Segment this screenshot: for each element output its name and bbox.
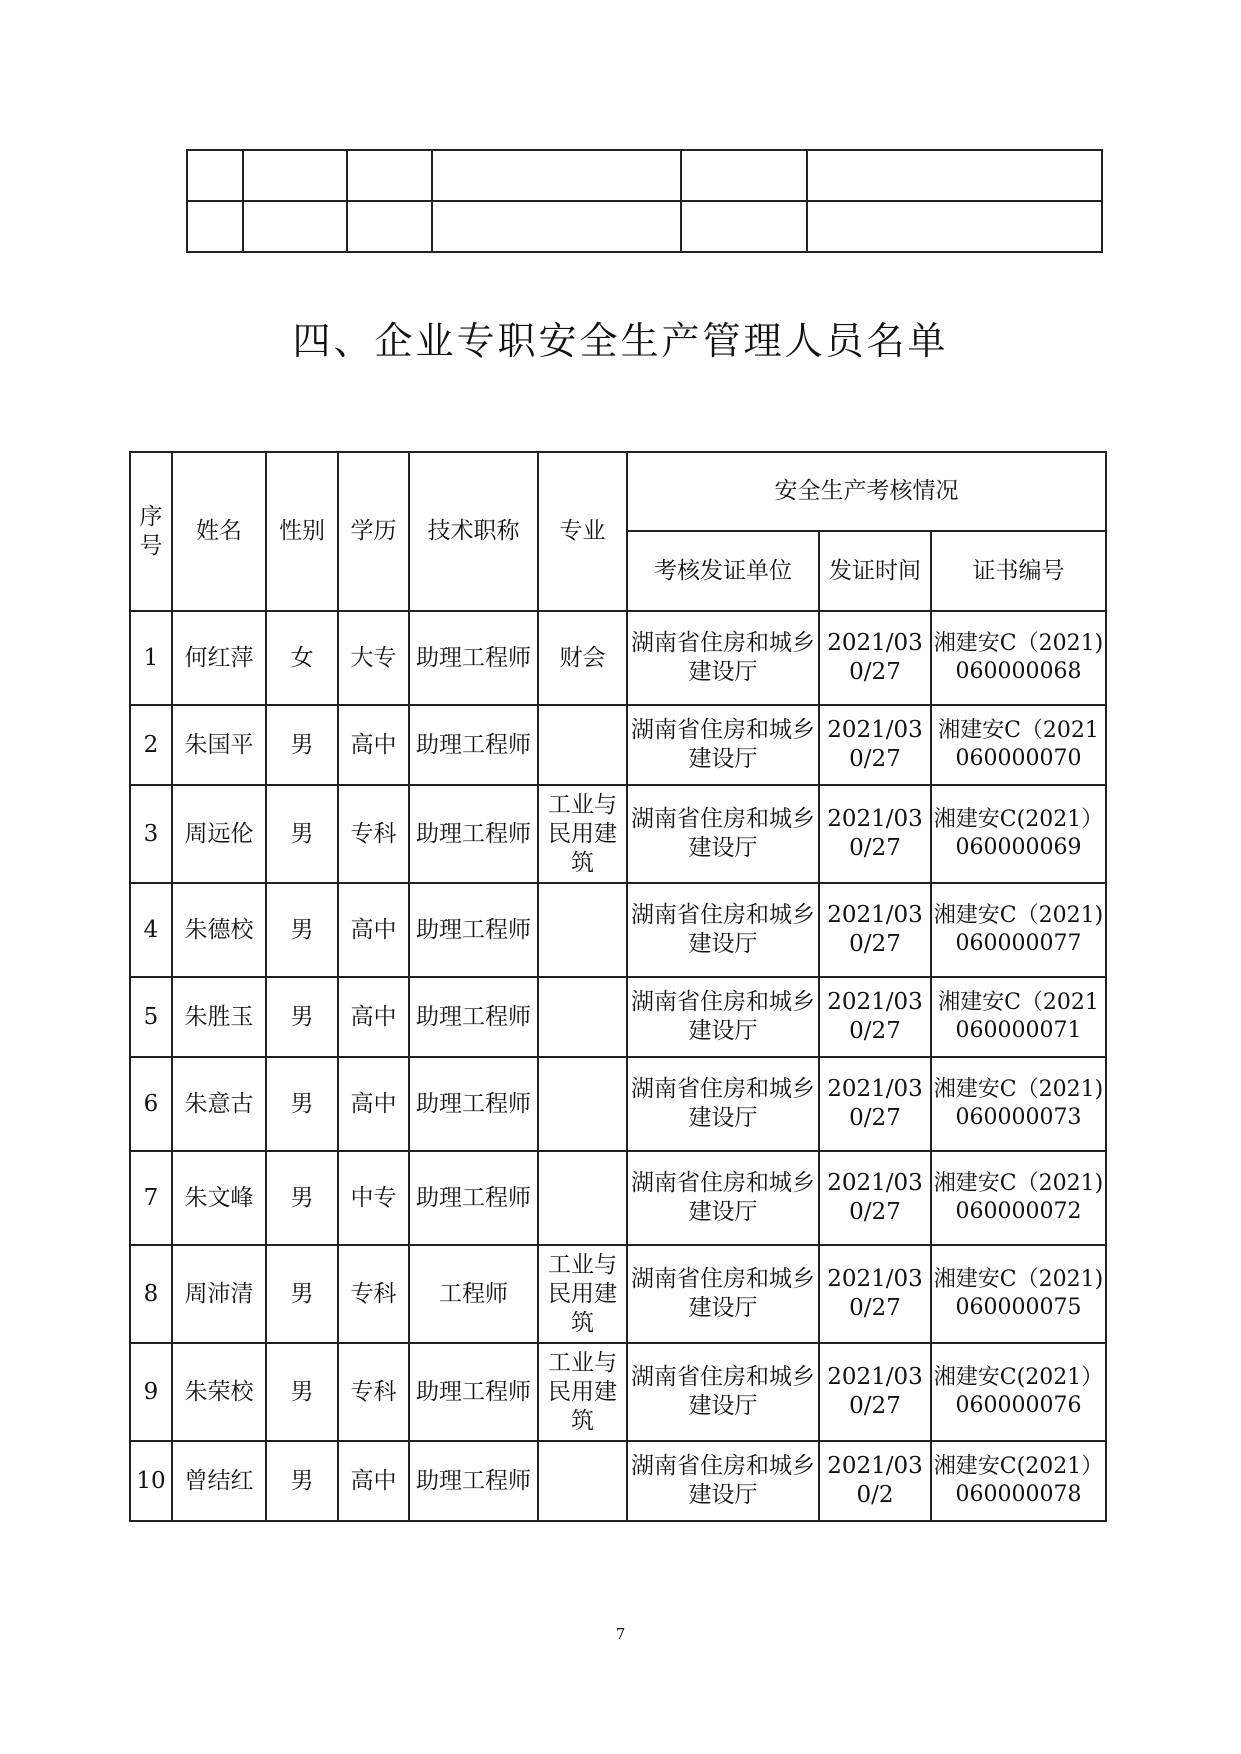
cell-seq: 2 [130, 705, 172, 785]
cell-gender: 男 [266, 1057, 338, 1151]
cell-gender: 男 [266, 1343, 338, 1441]
cell-cert-no: 湘建安C（2021)060000073 [931, 1057, 1106, 1151]
cell-name: 朱德校 [172, 883, 266, 977]
cell-cert-no: 湘建安C(2021）060000078 [931, 1441, 1106, 1521]
cell-issue-date: 2021/030/27 [819, 1343, 931, 1441]
cell-major [538, 1441, 627, 1521]
table-row [130, 883, 1106, 977]
cell-cert-no: 湘建安C(2021）060000076 [931, 1343, 1106, 1441]
cell-seq: 8 [130, 1245, 172, 1343]
table-row [130, 1441, 1106, 1521]
cell-issuer: 湖南省住房和城乡建设厅 [627, 977, 819, 1057]
table-row [130, 705, 1106, 785]
cell-education: 高中 [338, 883, 409, 977]
cell-seq: 7 [130, 1151, 172, 1245]
table-row [130, 977, 1106, 1057]
cell-issue-date: 2021/030/27 [819, 1057, 931, 1151]
cell-major [538, 705, 627, 785]
table-row [130, 611, 1106, 705]
empty-cell [243, 201, 347, 252]
cell-issuer: 湖南省住房和城乡建设厅 [627, 785, 819, 883]
cell-title: 工程师 [409, 1245, 538, 1343]
header-gender: 性别 [266, 452, 338, 611]
cell-name: 何红萍 [172, 611, 266, 705]
cell-major: 工业与民用建筑 [538, 785, 627, 883]
table-row [130, 1343, 1106, 1441]
table-row [130, 785, 1106, 883]
cell-issue-date: 2021/030/27 [819, 611, 931, 705]
empty-cell [681, 201, 807, 252]
table-body [130, 611, 1106, 1521]
header-name: 姓名 [172, 452, 266, 611]
empty-cell [187, 201, 243, 252]
cell-cert-no: 湘建安C（2021)060000068 [931, 611, 1106, 705]
cell-major [538, 883, 627, 977]
cell-major [538, 1151, 627, 1245]
cell-issuer: 湖南省住房和城乡建设厅 [627, 611, 819, 705]
cell-title: 助理工程师 [409, 1343, 538, 1441]
cell-gender: 男 [266, 977, 338, 1057]
cell-seq: 5 [130, 977, 172, 1057]
header-issue-date: 发证时间 [819, 531, 931, 611]
cell-issuer: 湖南省住房和城乡建设厅 [627, 1441, 819, 1521]
cell-issuer: 湖南省住房和城乡建设厅 [627, 1245, 819, 1343]
cell-gender: 男 [266, 705, 338, 785]
cell-education: 中专 [338, 1151, 409, 1245]
cell-education: 大专 [338, 611, 409, 705]
header-row-1 [130, 452, 1106, 531]
cell-gender: 女 [266, 611, 338, 705]
table-row [130, 1151, 1106, 1245]
cell-issuer: 湖南省住房和城乡建设厅 [627, 1057, 819, 1151]
cell-cert-no: 湘建安C（2021060000070 [931, 705, 1106, 785]
cell-name: 周远伦 [172, 785, 266, 883]
cell-cert-no: 湘建安C(2021）060000069 [931, 785, 1106, 883]
cell-issue-date: 2021/030/2 [819, 1441, 931, 1521]
cell-name: 周沛清 [172, 1245, 266, 1343]
cell-major: 财会 [538, 611, 627, 705]
cell-title: 助理工程师 [409, 705, 538, 785]
cell-issue-date: 2021/030/27 [819, 1245, 931, 1343]
cell-seq: 4 [130, 883, 172, 977]
table-row [130, 1057, 1106, 1151]
cell-issuer: 湖南省住房和城乡建设厅 [627, 1151, 819, 1245]
cell-title: 助理工程师 [409, 883, 538, 977]
cell-issue-date: 2021/030/27 [819, 705, 931, 785]
cell-name: 朱文峰 [172, 1151, 266, 1245]
cell-major: 工业与民用建筑 [538, 1245, 627, 1343]
cell-major: 工业与民用建筑 [538, 1343, 627, 1441]
cell-title: 助理工程师 [409, 611, 538, 705]
cell-cert-no: 湘建安C（2021)060000077 [931, 883, 1106, 977]
safety-personnel-table [129, 451, 1107, 1522]
cell-seq: 9 [130, 1343, 172, 1441]
cell-major [538, 977, 627, 1057]
cell-title: 助理工程师 [409, 785, 538, 883]
cell-issuer: 湖南省住房和城乡建设厅 [627, 1343, 819, 1441]
empty-cell [432, 201, 681, 252]
cell-education: 高中 [338, 977, 409, 1057]
cell-education: 专科 [338, 1245, 409, 1343]
cell-name: 朱荣校 [172, 1343, 266, 1441]
empty-cell [681, 150, 807, 201]
cell-cert-no: 湘建安C（2021060000071 [931, 977, 1106, 1057]
cell-cert-no: 湘建安C（2021)060000075 [931, 1245, 1106, 1343]
cell-issue-date: 2021/030/27 [819, 977, 931, 1057]
empty-cell [347, 150, 432, 201]
cell-education: 高中 [338, 1441, 409, 1521]
cell-gender: 男 [266, 1441, 338, 1521]
cell-gender: 男 [266, 785, 338, 883]
cell-education: 高中 [338, 705, 409, 785]
previous-table-continuation [186, 149, 1103, 253]
empty-cell [432, 150, 681, 201]
cell-title: 助理工程师 [409, 1441, 538, 1521]
cell-name: 朱意古 [172, 1057, 266, 1151]
table-row [130, 1245, 1106, 1343]
page-number: 7 [615, 1625, 626, 1643]
cell-gender: 男 [266, 1245, 338, 1343]
empty-cell [807, 150, 1102, 201]
header-major: 专业 [538, 452, 627, 611]
empty-cell [807, 201, 1102, 252]
cell-title: 助理工程师 [409, 1151, 538, 1245]
empty-cell [187, 150, 243, 201]
header-cert-no: 证书编号 [931, 531, 1106, 611]
cell-education: 专科 [338, 785, 409, 883]
empty-cell [347, 201, 432, 252]
empty-cell [243, 150, 347, 201]
header-title: 技术职称 [409, 452, 538, 611]
cell-issuer: 湖南省住房和城乡建设厅 [627, 883, 819, 977]
cell-title: 助理工程师 [409, 1057, 538, 1151]
cell-issue-date: 2021/030/27 [819, 1151, 931, 1245]
empty-row [187, 201, 1102, 252]
header-education: 学历 [338, 452, 409, 611]
cell-seq: 3 [130, 785, 172, 883]
header-exam-group: 安全生产考核情况 [627, 452, 1106, 531]
cell-seq: 6 [130, 1057, 172, 1151]
cell-cert-no: 湘建安C（2021)060000072 [931, 1151, 1106, 1245]
cell-education: 专科 [338, 1343, 409, 1441]
cell-title: 助理工程师 [409, 977, 538, 1057]
cell-issuer: 湖南省住房和城乡建设厅 [627, 705, 819, 785]
cell-name: 曾结红 [172, 1441, 266, 1521]
cell-issue-date: 2021/030/27 [819, 785, 931, 883]
cell-gender: 男 [266, 1151, 338, 1245]
cell-name: 朱胜玉 [172, 977, 266, 1057]
empty-row [187, 150, 1102, 201]
cell-major [538, 1057, 627, 1151]
header-issuer: 考核发证单位 [627, 531, 819, 611]
section-title: 四、企业专职安全生产管理人员名单 [292, 319, 949, 363]
cell-gender: 男 [266, 883, 338, 977]
cell-name: 朱国平 [172, 705, 266, 785]
cell-seq: 10 [130, 1441, 172, 1521]
cell-seq: 1 [130, 611, 172, 705]
header-seq: 序号 [130, 452, 172, 611]
cell-issue-date: 2021/030/27 [819, 883, 931, 977]
cell-education: 高中 [338, 1057, 409, 1151]
